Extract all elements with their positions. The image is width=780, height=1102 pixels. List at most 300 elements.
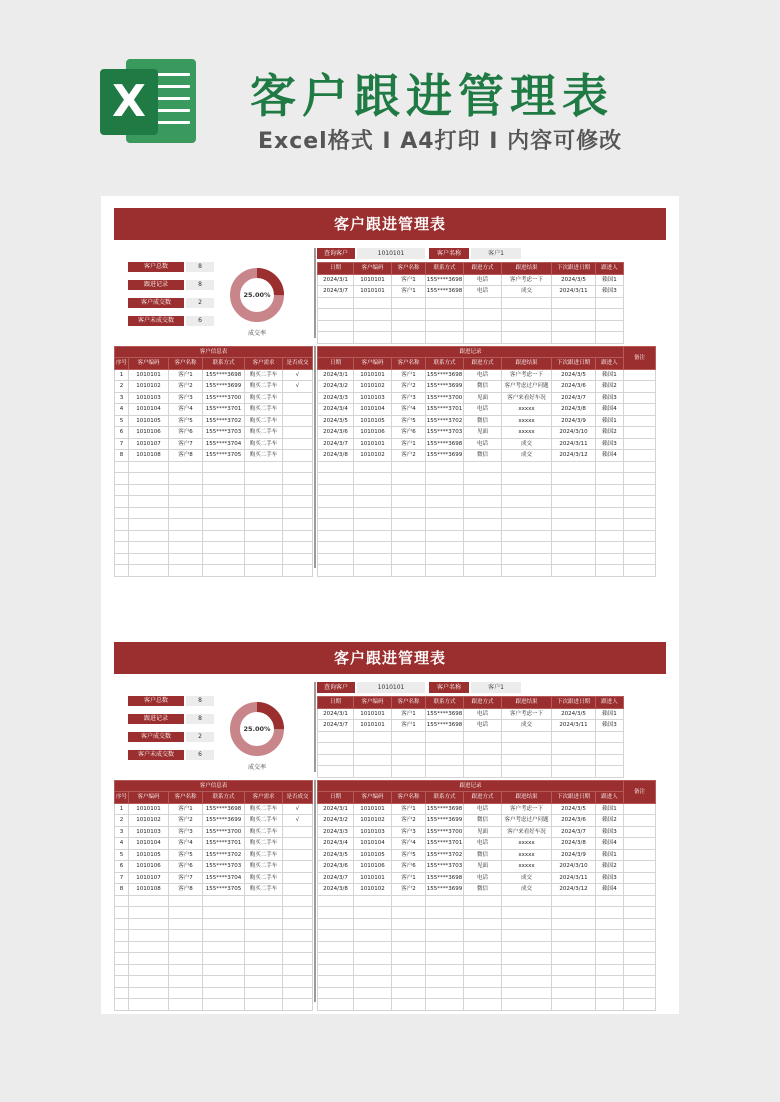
table-cell[interactable]: 购买二手车 <box>245 815 283 827</box>
table-cell[interactable] <box>392 473 426 485</box>
table-cell[interactable] <box>464 507 502 519</box>
table-cell[interactable] <box>245 461 283 473</box>
table-cell[interactable]: xxxxx <box>502 861 552 873</box>
table-cell[interactable] <box>283 473 313 485</box>
table-cell[interactable]: 1010108 <box>129 450 169 462</box>
table-cell[interactable] <box>392 754 426 766</box>
table-cell[interactable]: 购买二手车 <box>245 450 283 462</box>
table-cell[interactable] <box>464 309 502 321</box>
table-cell[interactable] <box>392 553 426 565</box>
table-cell[interactable] <box>203 930 245 942</box>
table-cell[interactable] <box>354 743 392 755</box>
table-cell[interactable]: 客户6 <box>392 861 426 873</box>
table-cell[interactable]: 电话 <box>464 803 502 815</box>
table-cell[interactable]: 4 <box>115 404 129 416</box>
table-cell[interactable]: 见面 <box>464 392 502 404</box>
table-cell[interactable]: 电话 <box>464 838 502 850</box>
table-cell[interactable]: 2024/3/6 <box>318 861 354 873</box>
table-cell[interactable] <box>464 731 502 743</box>
table-cell[interactable] <box>245 484 283 496</box>
table-cell[interactable] <box>169 496 203 508</box>
table-cell[interactable] <box>552 542 596 554</box>
table-cell[interactable] <box>283 953 313 965</box>
table-cell[interactable] <box>552 766 596 778</box>
table-cell[interactable]: 购买二手车 <box>245 884 283 896</box>
table-cell[interactable] <box>392 976 426 988</box>
table-cell[interactable] <box>354 530 392 542</box>
table-cell[interactable]: 购买二手车 <box>245 392 283 404</box>
table-cell[interactable] <box>596 553 624 565</box>
table-cell[interactable] <box>354 553 392 565</box>
table-cell[interactable]: 賴国1 <box>596 803 624 815</box>
table-cell[interactable] <box>596 987 624 999</box>
table-cell[interactable]: 客户4 <box>392 404 426 416</box>
table-cell[interactable]: xxxxx <box>502 838 552 850</box>
table-cell[interactable]: 155****3698 <box>426 803 464 815</box>
table-cell[interactable]: 賴国3 <box>596 720 624 732</box>
table-cell[interactable] <box>245 930 283 942</box>
table-cell[interactable] <box>318 565 354 577</box>
table-cell[interactable] <box>552 964 596 976</box>
table-cell[interactable] <box>426 895 464 907</box>
table-cell[interactable]: 2024/3/11 <box>552 286 596 298</box>
table-cell[interactable] <box>624 519 656 531</box>
table-cell[interactable] <box>129 976 169 988</box>
table-cell[interactable] <box>426 332 464 344</box>
table-cell[interactable] <box>203 999 245 1011</box>
table-cell[interactable]: xxxxx <box>502 404 552 416</box>
table-cell[interactable] <box>318 297 354 309</box>
table-cell[interactable]: 微信 <box>464 849 502 861</box>
table-cell[interactable]: 1010104 <box>129 838 169 850</box>
table-cell[interactable]: 1010103 <box>354 826 392 838</box>
table-cell[interactable] <box>354 507 392 519</box>
table-cell[interactable] <box>596 565 624 577</box>
table-cell[interactable] <box>354 999 392 1011</box>
table-cell[interactable]: 1010107 <box>129 438 169 450</box>
table-cell[interactable] <box>392 496 426 508</box>
table-cell[interactable] <box>624 484 656 496</box>
table-cell[interactable]: 客户1 <box>392 803 426 815</box>
table-cell[interactable] <box>624 427 656 439</box>
table-cell[interactable]: 客户2 <box>392 381 426 393</box>
table-cell[interactable]: 155****3700 <box>426 826 464 838</box>
table-cell[interactable] <box>624 392 656 404</box>
table-cell[interactable]: 1010105 <box>354 415 392 427</box>
table-cell[interactable]: 賴国1 <box>596 708 624 720</box>
table-cell[interactable] <box>624 849 656 861</box>
table-cell[interactable] <box>115 964 129 976</box>
table-cell[interactable]: xxxxx <box>502 415 552 427</box>
table-cell[interactable]: 2024/3/7 <box>318 720 354 732</box>
table-cell[interactable]: 客户4 <box>169 838 203 850</box>
table-cell[interactable] <box>318 507 354 519</box>
table-cell[interactable] <box>203 941 245 953</box>
table-cell[interactable] <box>502 731 552 743</box>
table-cell[interactable] <box>283 565 313 577</box>
table-cell[interactable] <box>392 530 426 542</box>
table-cell[interactable] <box>203 473 245 485</box>
table-cell[interactable] <box>502 766 552 778</box>
table-cell[interactable]: 2024/3/10 <box>552 861 596 873</box>
table-cell[interactable]: 賴国3 <box>596 438 624 450</box>
table-cell[interactable] <box>426 953 464 965</box>
table-cell[interactable]: 微信 <box>464 450 502 462</box>
table-cell[interactable] <box>624 861 656 873</box>
table-cell[interactable] <box>502 907 552 919</box>
table-cell[interactable]: 1010101 <box>354 803 392 815</box>
table-cell[interactable]: √ <box>283 815 313 827</box>
table-cell[interactable]: 客户3 <box>169 826 203 838</box>
table-cell[interactable]: 155****3699 <box>426 450 464 462</box>
table-cell[interactable] <box>354 461 392 473</box>
table-cell[interactable]: 客户8 <box>169 450 203 462</box>
table-cell[interactable]: 155****3701 <box>426 838 464 850</box>
table-cell[interactable] <box>624 803 656 815</box>
table-cell[interactable] <box>129 484 169 496</box>
table-cell[interactable] <box>354 930 392 942</box>
table-cell[interactable]: 2024/3/2 <box>318 815 354 827</box>
table-cell[interactable] <box>624 964 656 976</box>
table-cell[interactable] <box>552 320 596 332</box>
table-cell[interactable] <box>624 815 656 827</box>
table-cell[interactable] <box>624 381 656 393</box>
table-cell[interactable] <box>552 565 596 577</box>
table-cell[interactable] <box>129 918 169 930</box>
table-cell[interactable] <box>502 332 552 344</box>
table-cell[interactable] <box>502 964 552 976</box>
table-cell[interactable]: 2024/3/5 <box>318 415 354 427</box>
table-cell[interactable]: 賴国1 <box>596 274 624 286</box>
table-cell[interactable]: 2024/3/3 <box>318 826 354 838</box>
table-cell[interactable]: 155****3703 <box>426 861 464 873</box>
table-cell[interactable] <box>392 484 426 496</box>
table-cell[interactable]: 2024/3/8 <box>318 450 354 462</box>
table-cell[interactable]: 1010104 <box>354 404 392 416</box>
table-cell[interactable]: 1010107 <box>129 872 169 884</box>
table-cell[interactable]: 客户1 <box>392 369 426 381</box>
table-cell[interactable] <box>318 484 354 496</box>
table-cell[interactable] <box>392 987 426 999</box>
table-cell[interactable]: 2024/3/9 <box>552 849 596 861</box>
table-cell[interactable] <box>203 976 245 988</box>
table-cell[interactable]: 1010102 <box>354 450 392 462</box>
table-cell[interactable] <box>624 369 656 381</box>
table-cell[interactable]: 2024/3/3 <box>318 392 354 404</box>
table-cell[interactable]: 客户7 <box>169 438 203 450</box>
table-cell[interactable] <box>283 415 313 427</box>
table-cell[interactable] <box>624 415 656 427</box>
table-cell[interactable] <box>129 930 169 942</box>
table-cell[interactable] <box>392 930 426 942</box>
table-cell[interactable]: 电话 <box>464 286 502 298</box>
table-cell[interactable]: 賴国2 <box>596 861 624 873</box>
table-cell[interactable] <box>464 953 502 965</box>
table-cell[interactable] <box>426 320 464 332</box>
table-cell[interactable]: 155****3700 <box>426 392 464 404</box>
table-cell[interactable]: 2024/3/11 <box>552 438 596 450</box>
table-cell[interactable]: 客户6 <box>392 427 426 439</box>
table-cell[interactable]: 155****3698 <box>426 872 464 884</box>
table-cell[interactable] <box>203 907 245 919</box>
table-cell[interactable] <box>318 941 354 953</box>
table-cell[interactable] <box>129 987 169 999</box>
table-cell[interactable] <box>502 297 552 309</box>
table-cell[interactable] <box>354 496 392 508</box>
table-cell[interactable]: 成交 <box>502 286 552 298</box>
table-cell[interactable] <box>283 553 313 565</box>
query-name-input[interactable]: 客户1 <box>471 682 521 693</box>
table-cell[interactable] <box>283 519 313 531</box>
table-cell[interactable] <box>129 519 169 531</box>
table-cell[interactable] <box>169 907 203 919</box>
table-cell[interactable] <box>624 953 656 965</box>
table-cell[interactable] <box>354 754 392 766</box>
table-cell[interactable]: 购买二手车 <box>245 838 283 850</box>
table-cell[interactable] <box>392 309 426 321</box>
table-cell[interactable]: 2024/3/12 <box>552 884 596 896</box>
table-cell[interactable] <box>392 507 426 519</box>
table-cell[interactable] <box>115 565 129 577</box>
table-cell[interactable]: 1010101 <box>129 803 169 815</box>
table-cell[interactable]: 賴国4 <box>596 450 624 462</box>
table-cell[interactable] <box>115 987 129 999</box>
table-cell[interactable]: 2024/3/11 <box>552 720 596 732</box>
table-cell[interactable]: 155****3701 <box>426 404 464 416</box>
table-cell[interactable] <box>596 731 624 743</box>
table-cell[interactable]: 2024/3/6 <box>318 427 354 439</box>
table-cell[interactable] <box>318 461 354 473</box>
table-cell[interactable] <box>318 542 354 554</box>
table-cell[interactable] <box>596 976 624 988</box>
table-cell[interactable] <box>115 519 129 531</box>
table-cell[interactable]: 成交 <box>502 450 552 462</box>
table-cell[interactable]: 8 <box>115 884 129 896</box>
table-cell[interactable]: √ <box>283 381 313 393</box>
table-cell[interactable]: 1010105 <box>354 849 392 861</box>
table-cell[interactable] <box>426 484 464 496</box>
table-cell[interactable]: 2024/3/5 <box>552 274 596 286</box>
table-cell[interactable]: 2024/3/1 <box>318 708 354 720</box>
table-cell[interactable]: 2024/3/7 <box>318 872 354 884</box>
table-cell[interactable]: 购买二手车 <box>245 826 283 838</box>
table-cell[interactable] <box>169 941 203 953</box>
table-cell[interactable]: 电话 <box>464 720 502 732</box>
table-cell[interactable] <box>624 930 656 942</box>
table-cell[interactable] <box>552 473 596 485</box>
table-cell[interactable] <box>318 953 354 965</box>
table-cell[interactable] <box>596 320 624 332</box>
table-cell[interactable] <box>354 542 392 554</box>
table-cell[interactable] <box>464 473 502 485</box>
table-cell[interactable] <box>318 309 354 321</box>
table-cell[interactable] <box>502 320 552 332</box>
table-cell[interactable]: 客户1 <box>392 708 426 720</box>
table-cell[interactable]: 客户7 <box>169 872 203 884</box>
table-cell[interactable] <box>169 484 203 496</box>
table-cell[interactable] <box>203 565 245 577</box>
table-cell[interactable] <box>552 309 596 321</box>
table-cell[interactable] <box>129 553 169 565</box>
table-cell[interactable] <box>354 953 392 965</box>
table-cell[interactable] <box>318 320 354 332</box>
table-cell[interactable] <box>283 872 313 884</box>
table-cell[interactable]: 5 <box>115 415 129 427</box>
table-cell[interactable]: 2024/3/1 <box>318 803 354 815</box>
table-cell[interactable] <box>283 530 313 542</box>
table-cell[interactable] <box>283 895 313 907</box>
table-cell[interactable]: 1 <box>115 803 129 815</box>
table-cell[interactable]: 客户3 <box>392 392 426 404</box>
table-cell[interactable] <box>596 743 624 755</box>
table-cell[interactable] <box>203 507 245 519</box>
table-cell[interactable] <box>318 530 354 542</box>
table-cell[interactable] <box>624 530 656 542</box>
table-cell[interactable]: 155****3700 <box>203 826 245 838</box>
table-cell[interactable] <box>203 918 245 930</box>
table-cell[interactable] <box>169 953 203 965</box>
table-cell[interactable]: 1010101 <box>354 286 392 298</box>
table-cell[interactable] <box>552 953 596 965</box>
table-cell[interactable]: 155****3698 <box>426 438 464 450</box>
table-cell[interactable] <box>354 484 392 496</box>
table-cell[interactable]: 1010106 <box>129 427 169 439</box>
table-cell[interactable]: 客户1 <box>169 369 203 381</box>
table-cell[interactable] <box>502 473 552 485</box>
table-cell[interactable]: 客户来看好车况 <box>502 392 552 404</box>
table-cell[interactable]: 賴国2 <box>596 815 624 827</box>
table-cell[interactable] <box>169 930 203 942</box>
table-cell[interactable] <box>318 766 354 778</box>
table-cell[interactable]: 155****3698 <box>426 369 464 381</box>
table-cell[interactable] <box>129 999 169 1011</box>
table-cell[interactable] <box>318 332 354 344</box>
table-cell[interactable]: 賴国4 <box>596 884 624 896</box>
table-cell[interactable] <box>129 461 169 473</box>
table-cell[interactable]: 1010101 <box>354 274 392 286</box>
table-cell[interactable]: 购买二手车 <box>245 415 283 427</box>
table-cell[interactable] <box>169 507 203 519</box>
table-cell[interactable]: 客户5 <box>392 415 426 427</box>
table-cell[interactable] <box>502 918 552 930</box>
table-cell[interactable] <box>596 332 624 344</box>
table-cell[interactable]: 2 <box>115 381 129 393</box>
table-cell[interactable] <box>115 976 129 988</box>
table-cell[interactable] <box>596 907 624 919</box>
table-cell[interactable] <box>624 976 656 988</box>
table-cell[interactable] <box>464 999 502 1011</box>
table-cell[interactable]: 电话 <box>464 708 502 720</box>
table-cell[interactable] <box>245 542 283 554</box>
table-cell[interactable] <box>624 450 656 462</box>
table-cell[interactable] <box>464 542 502 554</box>
table-cell[interactable]: 155****3702 <box>426 415 464 427</box>
table-cell[interactable] <box>552 461 596 473</box>
table-cell[interactable] <box>169 530 203 542</box>
table-cell[interactable]: 7 <box>115 872 129 884</box>
table-cell[interactable]: 2024/3/6 <box>552 815 596 827</box>
table-cell[interactable]: 客户1 <box>169 803 203 815</box>
table-cell[interactable] <box>464 484 502 496</box>
table-cell[interactable] <box>502 754 552 766</box>
table-cell[interactable] <box>596 930 624 942</box>
table-cell[interactable]: 购买二手车 <box>245 803 283 815</box>
table-cell[interactable] <box>283 484 313 496</box>
table-cell[interactable]: 客户来看好车况 <box>502 826 552 838</box>
table-cell[interactable] <box>283 964 313 976</box>
table-cell[interactable] <box>203 895 245 907</box>
table-cell[interactable] <box>169 999 203 1011</box>
table-cell[interactable] <box>426 519 464 531</box>
table-cell[interactable]: 微信 <box>464 884 502 896</box>
table-cell[interactable] <box>245 565 283 577</box>
table-cell[interactable] <box>283 976 313 988</box>
table-cell[interactable] <box>392 297 426 309</box>
table-cell[interactable] <box>354 895 392 907</box>
table-cell[interactable] <box>245 976 283 988</box>
table-cell[interactable]: 2024/3/7 <box>318 286 354 298</box>
table-cell[interactable] <box>502 895 552 907</box>
table-cell[interactable] <box>464 519 502 531</box>
table-cell[interactable] <box>426 754 464 766</box>
table-cell[interactable] <box>283 907 313 919</box>
table-cell[interactable] <box>129 496 169 508</box>
table-cell[interactable] <box>283 999 313 1011</box>
table-cell[interactable] <box>283 392 313 404</box>
table-cell[interactable] <box>392 999 426 1011</box>
table-cell[interactable] <box>552 297 596 309</box>
table-cell[interactable] <box>169 461 203 473</box>
table-cell[interactable]: 賴国2 <box>596 427 624 439</box>
table-cell[interactable] <box>354 320 392 332</box>
table-cell[interactable] <box>115 530 129 542</box>
table-cell[interactable] <box>169 542 203 554</box>
table-cell[interactable] <box>115 918 129 930</box>
table-cell[interactable]: 155****3702 <box>203 849 245 861</box>
table-cell[interactable] <box>552 754 596 766</box>
table-cell[interactable]: 2024/3/5 <box>552 369 596 381</box>
table-cell[interactable] <box>245 987 283 999</box>
table-cell[interactable] <box>245 895 283 907</box>
table-cell[interactable]: 4 <box>115 838 129 850</box>
table-cell[interactable]: 賴国2 <box>596 381 624 393</box>
table-cell[interactable]: 2024/3/7 <box>552 826 596 838</box>
table-cell[interactable]: 3 <box>115 392 129 404</box>
table-cell[interactable]: 155****3702 <box>426 849 464 861</box>
query-name-input[interactable]: 客户1 <box>471 248 521 259</box>
table-cell[interactable] <box>203 542 245 554</box>
table-cell[interactable]: 155****3704 <box>203 438 245 450</box>
table-cell[interactable]: 电话 <box>464 438 502 450</box>
table-cell[interactable]: 2024/3/9 <box>552 415 596 427</box>
table-cell[interactable] <box>245 999 283 1011</box>
table-cell[interactable]: 1010102 <box>354 884 392 896</box>
table-cell[interactable]: 客户2 <box>392 884 426 896</box>
table-cell[interactable] <box>596 766 624 778</box>
table-cell[interactable] <box>552 496 596 508</box>
table-cell[interactable]: 1010104 <box>129 404 169 416</box>
table-cell[interactable] <box>129 953 169 965</box>
table-cell[interactable] <box>283 918 313 930</box>
table-cell[interactable] <box>169 553 203 565</box>
table-cell[interactable]: xxxxx <box>502 849 552 861</box>
table-cell[interactable]: 1010104 <box>354 838 392 850</box>
table-cell[interactable]: 賴国4 <box>596 404 624 416</box>
table-cell[interactable]: 1010101 <box>354 708 392 720</box>
table-cell[interactable]: 微信 <box>464 381 502 393</box>
table-cell[interactable] <box>115 907 129 919</box>
table-cell[interactable]: 客户5 <box>169 849 203 861</box>
